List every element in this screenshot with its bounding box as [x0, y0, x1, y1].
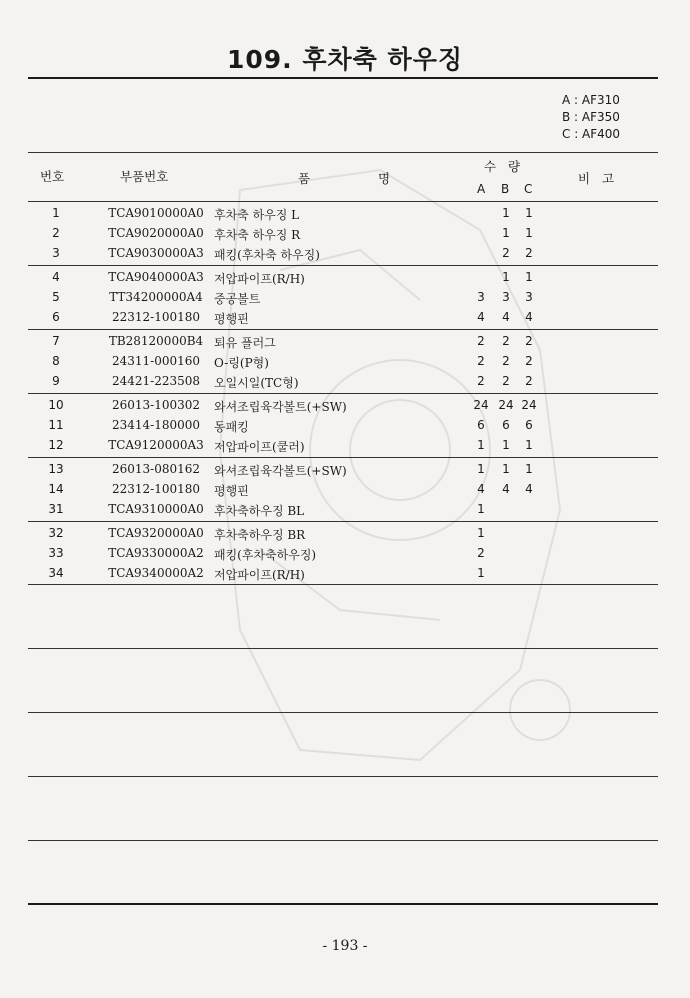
qty-b: 1: [502, 270, 510, 284]
part-name: 후차축 하우징 L: [214, 208, 300, 222]
qty-c: 1: [525, 270, 533, 284]
qty-c: 1: [525, 226, 533, 240]
table-row: [28, 459, 658, 480]
part-name: 오일시일(TC형): [214, 376, 299, 390]
qty-b: 1: [502, 462, 510, 476]
part-name: 평행핀: [214, 312, 249, 326]
qty-c: 4: [525, 310, 533, 324]
qty-c: 1: [525, 206, 533, 220]
qty-a: 2: [477, 334, 485, 348]
qty-a: 2: [477, 374, 485, 388]
table-row: [28, 415, 658, 436]
table-row: [28, 563, 658, 584]
model-a: A : AF310: [562, 93, 620, 107]
table-row: [28, 479, 658, 500]
qty-a: 3: [477, 290, 485, 304]
part-name: 저압파이프(R/H): [214, 272, 305, 286]
qty-b: 1: [502, 206, 510, 220]
part-name: 패킹(후차축 하우징): [214, 248, 320, 262]
qty-b: 4: [502, 310, 510, 324]
qty-a: 2: [477, 354, 485, 368]
part-number: 24311-000160: [111, 354, 201, 368]
table-row: [28, 395, 658, 416]
group-rule: [28, 393, 658, 394]
qty-c: 2: [525, 354, 533, 368]
table-row: [28, 499, 658, 520]
item-number: 2: [52, 226, 60, 240]
qty-a: 1: [477, 438, 485, 452]
qty-c: 1: [525, 438, 533, 452]
qty-a: 1: [477, 462, 485, 476]
part-number: 22312-100180: [111, 482, 201, 496]
header-qty-c: C: [524, 182, 533, 196]
blank-rule: [28, 648, 658, 649]
part-number: 26013-100302: [111, 398, 201, 412]
qty-c: 6: [525, 418, 533, 432]
model-c: C : AF400: [562, 127, 621, 141]
item-number: 3: [52, 246, 60, 260]
qty-c: 24: [521, 398, 537, 412]
qty-c: 1: [525, 462, 533, 476]
part-number: 24421-223508: [111, 374, 201, 388]
blank-rule: [28, 776, 658, 777]
item-number: 1: [52, 206, 60, 220]
part-name: 후차축 하우징 R: [214, 228, 301, 242]
table-row: [28, 307, 658, 328]
part-name: 동패킹: [214, 420, 249, 434]
part-number: TCA9330000A2: [108, 546, 204, 560]
table-row: [28, 543, 658, 564]
blank-rule: [28, 840, 658, 841]
qty-c: 3: [525, 290, 533, 304]
qty-a: 1: [477, 566, 485, 580]
table-row: [28, 523, 658, 544]
qty-a: 4: [477, 310, 485, 324]
item-number: 14: [48, 482, 64, 496]
table-row: [28, 243, 658, 264]
part-number: 26013-080162: [111, 462, 201, 476]
part-number: TCA9010000A0: [108, 206, 204, 220]
header-qty-a: A: [477, 182, 486, 196]
group-rule: [28, 265, 658, 266]
part-name: 저압파이프(R/H): [214, 568, 305, 582]
group-rule: [28, 584, 658, 585]
header-bottom-rule: [28, 201, 658, 202]
qty-b: 4: [502, 482, 510, 496]
part-number: 23414-180000: [111, 418, 201, 432]
part-name: O-링(P형): [214, 356, 269, 370]
item-number: 32: [48, 526, 64, 540]
item-number: 31: [48, 502, 64, 516]
part-number: TCA9340000A2: [108, 566, 204, 580]
title-rule: [28, 77, 658, 79]
part-number: 22312-100180: [111, 310, 201, 324]
part-name: 와셔조립육각볼트(+SW): [214, 464, 347, 478]
qty-c: 2: [525, 334, 533, 348]
part-name: 후차축하우징 BL: [214, 504, 305, 518]
qty-b: 2: [502, 354, 510, 368]
part-number: TCA9310000A0: [108, 502, 204, 516]
header-part-no: 부품번호: [120, 169, 169, 184]
qty-b: 1: [502, 226, 510, 240]
table-row: [28, 267, 658, 288]
item-number: 13: [48, 462, 64, 476]
part-name: 중공볼트: [214, 292, 261, 306]
part-number: TT34200000A4: [109, 290, 203, 304]
part-name: 퇴유 플러그: [214, 336, 276, 350]
header-remarks: 비 고: [578, 171, 615, 186]
qty-b: 2: [502, 334, 510, 348]
qty-a: 2: [477, 546, 485, 560]
qty-c: 4: [525, 482, 533, 496]
part-number: TCA9030000A3: [108, 246, 204, 260]
header-qty: 수 량: [484, 159, 521, 174]
item-number: 6: [52, 310, 60, 324]
item-number: 34: [48, 566, 64, 580]
group-rule: [28, 457, 658, 458]
part-name: 패킹(후차축하우징): [214, 548, 317, 562]
header-name-2: 명: [378, 171, 391, 186]
page-number: - 193 -: [322, 938, 368, 954]
qty-c: 2: [525, 374, 533, 388]
blank-rule: [28, 712, 658, 713]
header-no: 번호: [40, 169, 65, 184]
part-name: 평행핀: [214, 484, 249, 498]
table-row: [28, 287, 658, 308]
qty-b: 3: [502, 290, 510, 304]
qty-b: 6: [502, 418, 510, 432]
qty-a: 1: [477, 502, 485, 516]
page-title: 109. 후차축 하우징: [227, 45, 463, 74]
part-number: TCA9040000A3: [108, 270, 204, 284]
part-number: TB28120000B4: [108, 334, 204, 348]
part-name: 와셔조립육각볼트(+SW): [214, 400, 347, 414]
table-row: [28, 331, 658, 352]
item-number: 12: [48, 438, 64, 452]
part-number: TCA9120000A3: [108, 438, 204, 452]
table-row: [28, 435, 658, 456]
model-legend: [562, 92, 652, 143]
item-number: 9: [52, 374, 60, 388]
group-rule: [28, 329, 658, 330]
model-b: B : AF350: [562, 110, 620, 124]
qty-a: 1: [477, 526, 485, 540]
item-number: 7: [52, 334, 60, 348]
qty-c: 2: [525, 246, 533, 260]
item-number: 33: [48, 546, 64, 560]
item-number: 5: [52, 290, 60, 304]
part-number: TCA9020000A0: [108, 226, 204, 240]
qty-b: 2: [502, 246, 510, 260]
qty-a: 24: [473, 398, 489, 412]
item-number: 8: [52, 354, 60, 368]
qty-b: 2: [502, 374, 510, 388]
qty-a: 4: [477, 482, 485, 496]
table-row: [28, 371, 658, 392]
part-name: 후차축하우징 BR: [214, 528, 306, 542]
qty-b: 1: [502, 438, 510, 452]
group-rule: [28, 521, 658, 522]
header-name-1: 품: [298, 171, 311, 186]
item-number: 10: [48, 398, 64, 412]
table-bottom-rule: [28, 903, 658, 905]
table-row: [28, 351, 658, 372]
item-number: 4: [52, 270, 60, 284]
part-name: 저압파이프(쿨러): [214, 440, 305, 454]
table-row: [28, 223, 658, 244]
qty-b: 24: [498, 398, 514, 412]
table-row: [28, 203, 658, 224]
header-top-rule: [28, 152, 658, 153]
qty-a: 6: [477, 418, 485, 432]
item-number: 11: [48, 418, 64, 432]
part-number: TCA9320000A0: [108, 526, 204, 540]
header-qty-b: B: [501, 182, 510, 196]
